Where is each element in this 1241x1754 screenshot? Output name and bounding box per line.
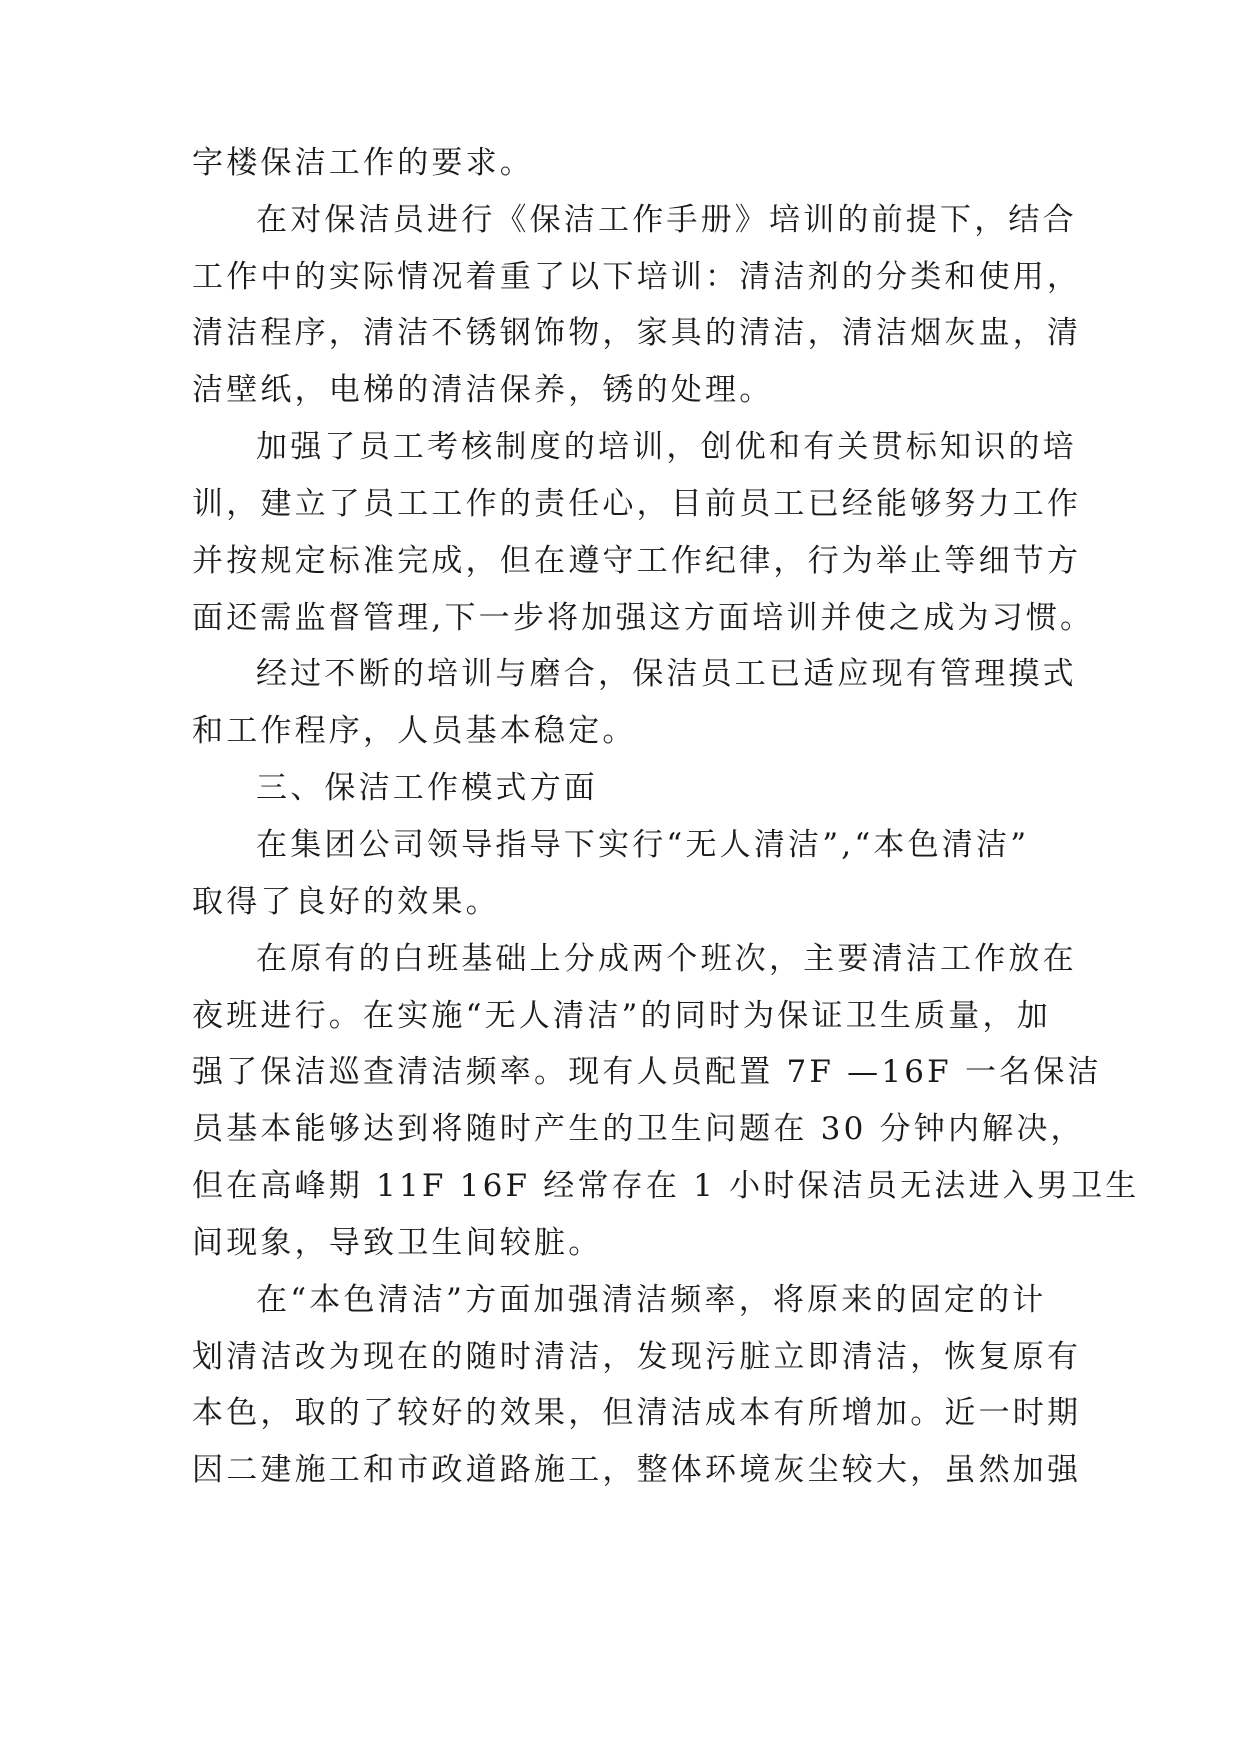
text-line: 洁壁纸，电梯的清洁保养，锈的处理。 (192, 372, 774, 408)
section-heading: 三、保洁工作模式方面 (256, 770, 598, 806)
text-line: 经过不断的培训与磨合，保洁员工已适应现有管理摸式 (256, 656, 1077, 692)
text-line: 因二建施工和市政道路施工，整体环境灰尘较大，虽然加强 (192, 1452, 1082, 1488)
text-line: 面还需监督管理,下一步将加强这方面培训并使之成为习惯。 (192, 600, 1095, 636)
text-line: 取得了良好的效果。 (192, 884, 500, 920)
text-line: 但在高峰期 11F 16F 经常存在 1 小时保洁员无法进入男卫生 (192, 1168, 1140, 1204)
text-line: 工作中的实际情况着重了以下培训：清洁剂的分类和使用， (192, 259, 1082, 295)
text-line: 并按规定标准完成，但在遵守工作纪律，行为举止等细节方 (192, 543, 1082, 579)
text-line: 训，建立了员工工作的责任心，目前员工已经能够努力工作 (192, 486, 1082, 522)
text-line: 在集团公司领导指导下实行“无人清洁”,“本色清洁” (256, 827, 1030, 863)
text-line: 在对保洁员进行《保洁工作手册》培训的前提下，结合 (256, 202, 1077, 238)
text-line: 员基本能够达到将随时产生的卫生问题在 30 分钟内解决， (192, 1111, 1085, 1147)
text-line: 在“本色清洁”方面加强清洁频率，将原来的固定的计 (256, 1282, 1047, 1318)
text-line: 本色，取的了较好的效果，但清洁成本有所增加。近一时期 (192, 1395, 1082, 1431)
text-line: 字楼保洁工作的要求。 (192, 145, 534, 181)
text-line: 夜班进行。在实施“无人清洁”的同时为保证卫生质量，加 (192, 998, 1051, 1034)
text-line: 间现象，导致卫生间较脏。 (192, 1225, 603, 1261)
text-line: 强了保洁巡查清洁频率。现有人员配置 7F —16F 一名保洁 (192, 1054, 1102, 1090)
text-line: 加强了员工考核制度的培训，创优和有关贯标知识的培 (256, 429, 1077, 465)
text-line: 清洁程序，清洁不锈钢饰物，家具的清洁，清洁烟灰盅，清 (192, 315, 1082, 351)
text-line: 和工作程序，人员基本稳定。 (192, 713, 637, 749)
text-line: 在原有的白班基础上分成两个班次，主要清洁工作放在 (256, 941, 1077, 977)
text-line: 划清洁改为现在的随时清洁，发现污脏立即清洁，恢复原有 (192, 1339, 1082, 1375)
